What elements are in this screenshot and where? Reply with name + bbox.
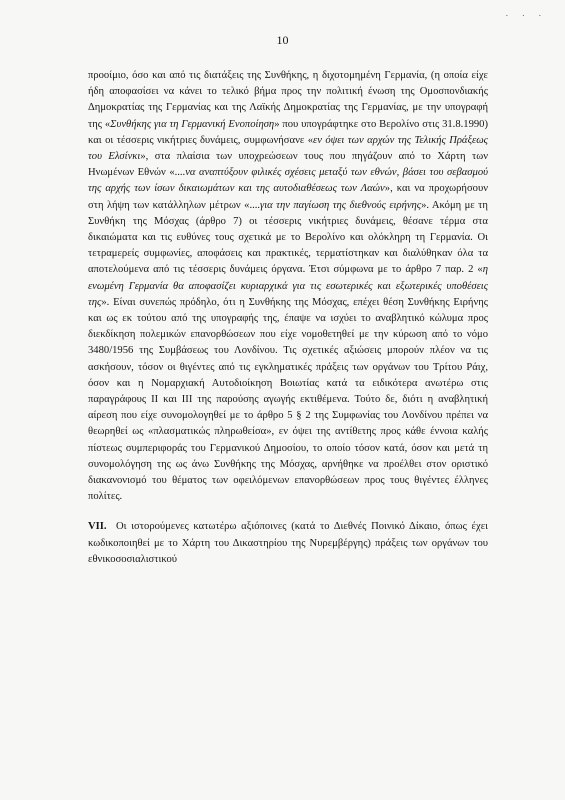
text-run: προοίμιο, όσο και από τις διατάξεις της Συνθήκης, η διχοτομημένη Γερμανία, (η οποία είχε ήδη αποφασίσει να κάνει το τελικό βήμα προς την πολιτική ένωση της Ομοσπονδιακής Δημοκρατίας της Γερμανίας και της Λαϊκής Δημοκρατίας της Γερμανίας, με την υπογραφή της « <box>88 70 488 130</box>
page-number: 10 <box>276 33 289 47</box>
paragraph-2 <box>88 519 488 568</box>
italic-run: εν όψει των αρχών της Τελικής Πράξεως του Ελσίνκι <box>88 134 488 163</box>
italic-run: για την παγίωση της διεθνούς ειρήνης <box>260 199 422 211</box>
text-run: » που υπογράφτηκε στο Βερολίνο στις 31.8.1990) και οι τέσσερις νικήτριες δυνάμεις, συμφωνήσανε « <box>88 118 488 146</box>
body-text <box>88 68 488 568</box>
text-run: », και να προχωρήσουν στη λήψη των κατάλληλων μέτρων «.... <box>88 183 488 211</box>
text-run: ». Ακόμη με τη Συνθήκη της Μόσχας (άρθρο 7) οι τέσσερις νικήτριες δυνάμεις, θέσανε τέρμα στα δικαιώματα και τις ευθύνες τους σχετικά με το Βερολίνο και ολόκληρη τη Γερμανία. Οι τετραμερείς συμφωνίες, αποφάσεις και πρακτικές, τερματίστηκαν και διαλύθηκαν όλα τα αποτελούμενα από τις τέσσερις δυνάμεις όργανα. Έτσι σύμφωνα με το άρθρο 7 παρ. 2 « <box>88 199 488 276</box>
italic-run: η ενωμένη Γερμανία θα αποφασίζει κυριαρχικά για τις εσωτερικές και εξωτερικές υποθέσεις της <box>88 264 488 308</box>
text-run: Οι ιστορούμενες κατωτέρω αξιόποινες (κατά το Διεθνές Ποινικό Δίκαιο, όπως έχει κωδικοποιηθεί με το Χάρτη του Δικαστηρίου της Νυρεμβέργης) πράξεις των οργάνων του εθνικοσοσιαλιστικού <box>88 521 488 565</box>
text-run: », στα πλαίσια των υποχρεώσεων τους που πηγάζουν από το Χάρτη των Ηνωμένων Εθνών «.... <box>88 151 488 179</box>
italic-run: να αναπτύξουν φιλικές σχέσεις μεταξύ των εθνών, βάσει του σεβασμού της αρχής των ίσων δικαιωμάτων και της αυτοδιαθέσεως των Λαών <box>88 167 488 195</box>
scan-specks: . . . <box>505 8 547 18</box>
italic-run: Συνθήκης για τη Γερμανική Ενοποίηση <box>110 118 275 130</box>
text-run: ». Είναι συνεπώς πρόδηλο, ότι η Συνθήκης της Μόσχας, επέχει θέση Συνθήκης Ειρήνης και ως εκ τούτου από της υπογραφής της, έπαψε να ισχύει το αναβλητικό κώλυμα προς διεκδίκηση πολεμικών επανορθώσεων που είχε νομοθετηθεί με την κύρωση από το νόμο 3480/1956 της Συμβάσεως του Λονδίνου. Τις σχετικές αξιώσεις μπορούν πλέον να τις ασκήσουν, τόσον οι θιγέντες από τις εγκληματικές πράξεις των οργάνων του Τρίτου Ράιχ, όσον και η Νομαρχιακή Αυτοδιοίκηση Βοιωτίας κατά τα ειδικότερα ανωτέρω στις παραγράφους ΙΙ και ΙΙΙ της παρούσης αγωγής εκτιθέμενα. Τούτο δε, διότι η αναβλητική αίρεση που είχε συνομολογηθεί με το άρθρο 5 § 2 της Συμφωνίας του Λονδίνου πρέπει να θεωρηθεί ως «πλασματικώς πληρωθείσα», εν όψει της αντίθετης προς κάθε έννοια καλής πίστεως συμπεριφοράς του Γερμανικού Δημοσίου, το οποίο τόσον κατά, όσον και μετά τη συνομολόγηση της ως άνω Συνθήκης της Μόσχας, αρνήθηκε να προέλθει στον οριστικό διακανονισμό του θέματος των οφειλόμενων επανορθώσεων προς τους θιγέντες έλληνες πολίτες. <box>88 296 488 503</box>
paragraph-1 <box>88 68 488 505</box>
section-number: VII. <box>88 521 107 533</box>
